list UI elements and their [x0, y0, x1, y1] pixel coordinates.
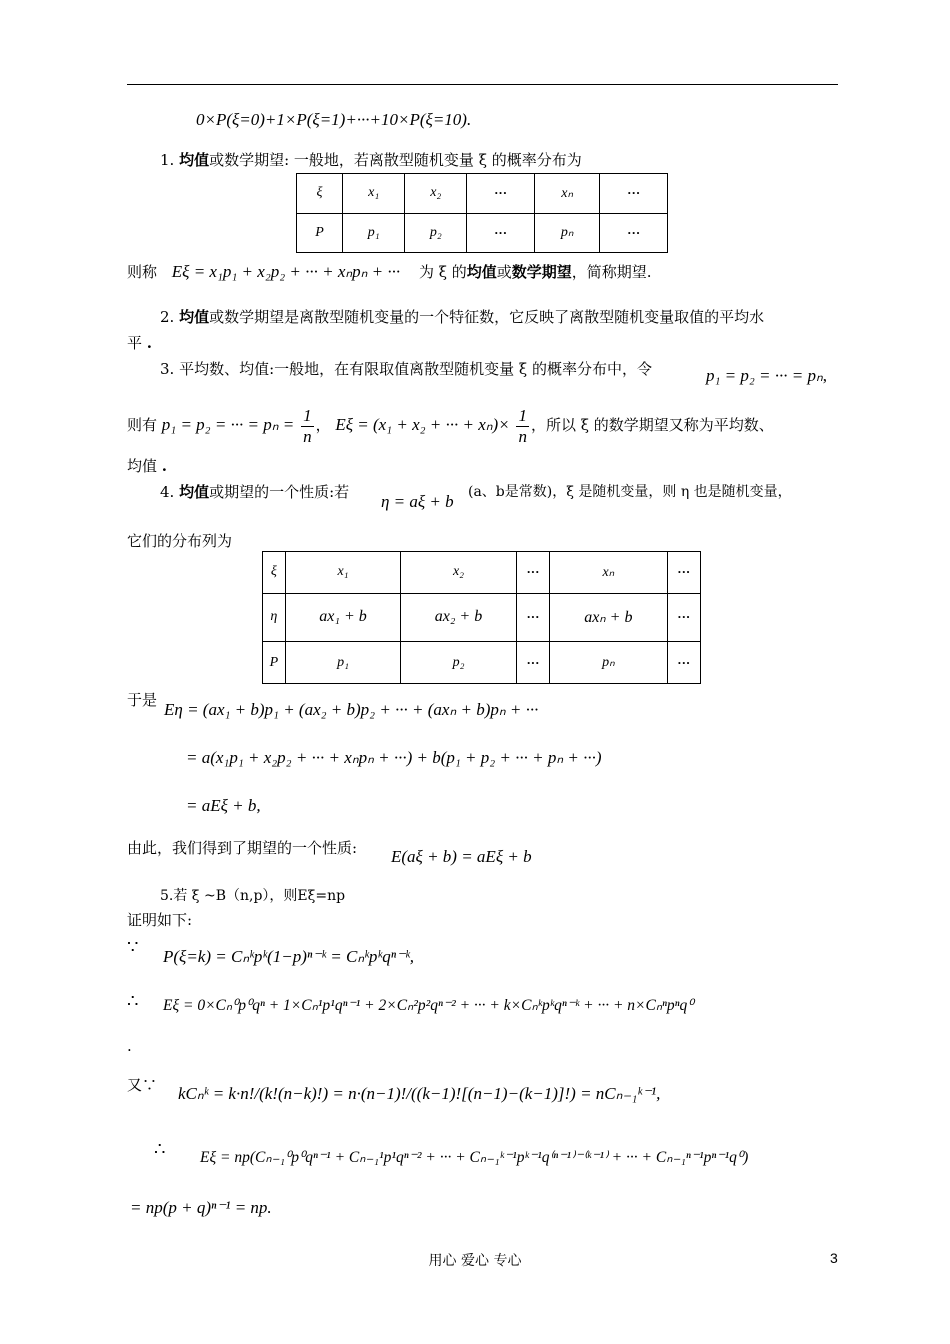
because-symbol: ∵	[127, 937, 139, 958]
item2-bold-term: 均值	[179, 308, 210, 326]
also-because: 又∵	[127, 1076, 158, 1094]
yushi-label: 于是	[127, 691, 158, 709]
table2-row-p	[263, 642, 701, 684]
item1-definition	[127, 262, 652, 282]
item2-text2: 平	[127, 334, 143, 352]
binomial-pmf: P(ξ=k) = Cₙᵏpᵏ(1−p)ⁿ⁻ᵏ = Cₙᵏpᵏqⁿ⁻ᵏ,	[163, 947, 415, 966]
header-formula: 0×P(ξ=0)+1×P(ξ=1)+···+10×P(ξ=10).	[196, 110, 472, 129]
table-cell: ax₂ + b	[401, 593, 516, 642]
table-cell: ···	[667, 552, 700, 594]
expectation-rewrite: Eξ = np(Cₙ₋₁⁰p⁰qⁿ⁻¹ + Cₙ₋₁¹p¹qⁿ⁻² + ··· + Cₙ₋₁ᵏ⁻¹pᵏ⁻¹q⁽ⁿ⁻¹⁾⁻⁽ᵏ⁻¹⁾ + ··· + Cₙ₋₁ⁿ⁻¹pⁿ⁻¹q⁰)	[200, 1149, 749, 1166]
fraction-one-over-n-2: $\frac{1}{n}$	[518, 405, 527, 446]
item3-line2: 则有 p₁ = p₂ = ··· = pₙ = $\frac{1}{n}$ ， Eξ = (x₁ + x₂ + ··· + xₙ)× $\frac{1}{n}$ ，所以 ξ 的数学期望又称为平均数、	[127, 405, 774, 446]
derivation-line-3: = aEξ + b,	[186, 796, 261, 815]
table1-row-p	[297, 213, 668, 253]
def-mid: 为 ξ 的	[418, 263, 467, 281]
item5-title: 5.若 ξ ~B（n,p），则Eξ=np	[160, 888, 346, 904]
table-cell: ···	[600, 213, 668, 253]
table-cell: ···	[667, 593, 700, 642]
table-cell: P	[297, 213, 343, 253]
table-cell: ···	[667, 642, 700, 684]
line-end-dot: .	[127, 1037, 132, 1055]
item4-text: 或期望的一个性质:若	[209, 483, 350, 501]
table-cell: ···	[600, 174, 668, 214]
item3-number: 3.	[160, 360, 175, 378]
item3-line	[160, 359, 652, 379]
therefore-symbol-2: ∴	[154, 1139, 166, 1160]
item3-text: 平均数、均值:一般地，在有限取值离散型随机变量 ξ 的概率分布中，令	[179, 360, 652, 378]
item3-e-equality: Eξ = (x₁ + x₂ + ··· + xₙ)×	[335, 415, 510, 434]
linearity-formula: E(aξ + b) = aEξ + b	[391, 847, 532, 866]
table-cell: pₙ	[550, 642, 667, 684]
table-cell: xₙ	[534, 174, 599, 214]
header-rule	[127, 84, 838, 85]
item3-tail: ，所以 ξ 的数学期望又称为平均数、	[530, 416, 774, 434]
table-cell: x₂	[405, 174, 467, 214]
table-cell: ξ	[263, 552, 286, 594]
item3-then: 则有	[127, 416, 158, 434]
table-cell: axₙ + b	[550, 593, 667, 642]
therefore-symbol-1: ∴	[127, 991, 139, 1012]
item3-tail2: 均值	[127, 457, 158, 475]
footer-motto: 用心 爱心 专心	[428, 1253, 522, 1269]
table-cell: p₁	[285, 642, 400, 684]
item1-text: 或数学期望: 一般地，若离散型随机变量 ξ 的概率分布为	[209, 151, 582, 169]
table-cell: xₙ	[550, 552, 667, 594]
conclusion-text: 由此，我们得到了期望的一个性质:	[127, 839, 358, 857]
table-cell: ···	[467, 174, 535, 214]
item2-text: 或数学期望是离散型随机变量的一个特征数，它反映了离散型随机变量取值的平均水	[209, 308, 765, 326]
table2-row-xi	[263, 552, 701, 594]
expectation-formula: Eξ = x₁p₁ + x₂p₂ + ··· + xₙpₙ + ···	[171, 262, 401, 281]
table-cell: x₁	[285, 552, 400, 594]
table2-row-eta	[263, 593, 701, 642]
derivation-line-1: Eη = (ax₁ + b)p₁ + (ax₂ + b)p₂ + ··· + (axₙ + b)pₙ + ···	[164, 700, 539, 719]
combination-identity: kCₙᵏ = k·n!/(k!(n−k)!) = n·(n−1)!/((k−1)![(n−1)−(k−1)]!) = nCₙ₋₁ᵏ⁻¹,	[178, 1084, 661, 1103]
fraction-one-over-n: $\frac{1}{n}$	[303, 405, 312, 446]
table-cell: x₂	[401, 552, 516, 594]
table-cell: x₁	[343, 174, 405, 214]
item3-line3: 均值 .	[127, 457, 168, 475]
item3-condition: p₁ = p₂ = ··· = pₙ,	[706, 366, 828, 385]
def-bold-mean: 均值	[466, 263, 497, 281]
item4-line	[160, 482, 349, 502]
item4-bold-term: 均值	[179, 483, 210, 501]
item4-text3: 它们的分布列为	[127, 532, 233, 550]
def-suffix: ，简称期望.	[571, 263, 652, 281]
derivation-line-2: = a(x₁p₁ + x₂p₂ + ··· + xₙpₙ + ···) + b(p₁ + p₂ + ··· + pₙ + ···)	[186, 748, 602, 767]
item4-text2: ，ξ 是随机变量，则 η 也是随机变量，	[552, 484, 792, 500]
table-cell: p₁	[343, 213, 405, 253]
table-cell: p₂	[405, 213, 467, 253]
table-cell: ···	[516, 552, 549, 594]
table-cell: p₂	[401, 642, 516, 684]
distribution-table-2	[262, 551, 701, 684]
final-result: = np(p + q)ⁿ⁻¹ = np.	[130, 1198, 272, 1217]
distribution-table-1	[296, 173, 668, 253]
def-prefix: 则称	[127, 263, 158, 281]
table-cell: P	[263, 642, 286, 684]
item3-p-equality: p₁ = p₂ = ··· = pₙ =	[161, 415, 295, 434]
item4-number: 4.	[160, 483, 175, 501]
item2-number: 2.	[160, 308, 175, 326]
page-number: 3	[830, 1250, 838, 1266]
item1-bold-term: 均值	[179, 151, 210, 169]
proof-label: 证明如下:	[127, 911, 193, 929]
item1-line	[160, 150, 582, 170]
table-cell: ···	[467, 213, 535, 253]
item2-line	[160, 307, 764, 327]
table-cell: η	[263, 593, 286, 642]
conclusion-line	[127, 838, 357, 858]
table-cell: ξ	[297, 174, 343, 214]
item1-number: 1.	[160, 151, 175, 169]
def-bold-expectation: 数学期望	[511, 263, 572, 281]
def-or: 或	[496, 263, 512, 281]
eta-definition: η = aξ + b	[381, 492, 454, 511]
table-cell: ax₁ + b	[285, 593, 400, 642]
item2-line2: 平 .	[127, 334, 153, 352]
table1-row-xi	[297, 174, 668, 214]
item4-paren: (a、b是常数)，ξ 是随机变量，则 η 也是随机变量，	[468, 484, 792, 500]
table-cell: pₙ	[534, 213, 599, 253]
table-cell: ···	[516, 642, 549, 684]
table-cell: ···	[516, 593, 549, 642]
expectation-expansion: Eξ = 0×Cₙ⁰p⁰qⁿ + 1×Cₙ¹p¹qⁿ⁻¹ + 2×Cₙ²p²qⁿ⁻² + ··· + k×Cₙᵏpᵏqⁿ⁻ᵏ + ··· + n×Cₙⁿpⁿq⁰	[163, 997, 694, 1014]
